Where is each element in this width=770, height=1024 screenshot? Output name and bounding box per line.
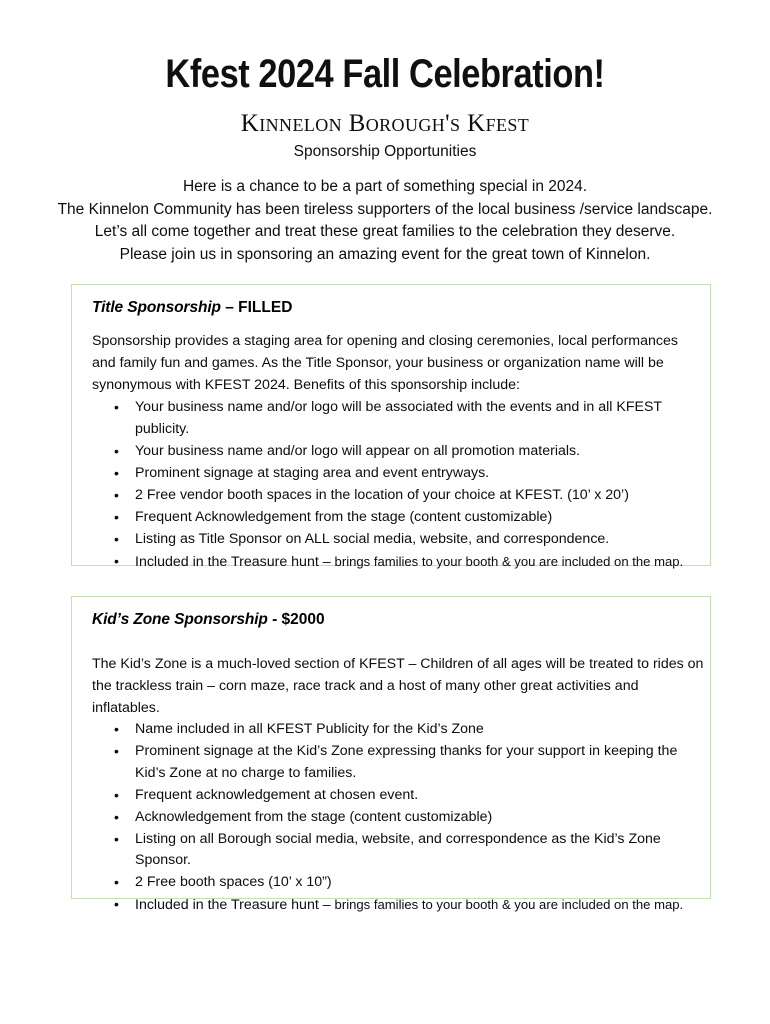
bullet-icon: • bbox=[114, 530, 119, 547]
bullet-icon: • bbox=[114, 486, 119, 503]
intro-paragraph bbox=[20, 176, 750, 266]
list-item-text: 2 Free booth spaces (10’ x 10”) bbox=[135, 874, 332, 890]
bullet-icon: • bbox=[114, 808, 119, 825]
list-item-text: Your business name and/or logo will appear on all promotion materials. bbox=[135, 442, 581, 459]
list-item-text: Listing as Title Sponsor on ALL social media, website, and correspondence. bbox=[135, 530, 610, 547]
title-sponsorship-body bbox=[92, 330, 692, 396]
intro-line: The Kinnelon Community has been tireless supporters of the local business /service landscape. bbox=[57, 200, 713, 218]
list-item bbox=[108, 485, 698, 507]
list-item bbox=[108, 785, 698, 807]
list-item bbox=[108, 551, 698, 574]
intro-line: Please join us in sponsoring an amazing event for the great town of Kinnelon. bbox=[119, 245, 651, 263]
body-line: Sponsorship provides a staging area for opening and closing ceremonies, local performances bbox=[92, 333, 678, 349]
bullet-icon: • bbox=[114, 442, 119, 459]
intro-line: Here is a chance to be a part of something special in 2024. bbox=[182, 178, 588, 195]
list-item-text: Prominent signage at the Kid’s Zone expressing thanks for your support in keeping the Kid’s Zone at no charge to families. bbox=[135, 743, 678, 781]
list-item-text: Prominent signage at staging area and event entryways. bbox=[135, 464, 490, 481]
list-item-text: Frequent Acknowledgement from the stage (content customizable) bbox=[135, 508, 553, 525]
list-item-text: 2 Free vendor booth spaces in the location of your choice at KFEST. (10’ x 20’) bbox=[135, 486, 629, 503]
kids-zone-heading-lead: Kid’s Zone Sponsorship bbox=[92, 611, 268, 628]
bullet-icon: • bbox=[114, 830, 119, 847]
list-item-text-small: brings families to your booth & you are included on the map. bbox=[334, 897, 684, 912]
kids-zone-sponsorship-box bbox=[71, 596, 711, 913]
bullet-icon: • bbox=[114, 896, 119, 912]
page-subtitle: Kinnelon Borough's Kfest bbox=[240, 110, 530, 137]
title-sponsorship-benefits-list bbox=[108, 397, 698, 574]
title-sponsorship-heading-lead: Title Sponsorship bbox=[92, 299, 221, 316]
list-item-text: Acknowledgement from the stage (content customizable) bbox=[135, 808, 493, 825]
list-item bbox=[108, 529, 698, 551]
list-item-text: Your business name and/or logo will be associated with the events and in all KFEST publicity. bbox=[135, 399, 662, 437]
list-item-text: Frequent acknowledgement at chosen event. bbox=[135, 786, 419, 803]
list-item bbox=[108, 872, 698, 894]
list-item bbox=[108, 829, 698, 872]
bullet-icon: • bbox=[114, 786, 119, 803]
list-item bbox=[108, 507, 698, 529]
list-item bbox=[108, 807, 698, 829]
bullet-icon: • bbox=[114, 721, 119, 737]
list-item-text-small: brings families to your booth & you are included on the map. bbox=[334, 553, 684, 569]
bullet-icon: • bbox=[114, 464, 119, 481]
bullet-icon: • bbox=[114, 508, 119, 525]
body-line: The Kid’s Zone is a much-loved section of KFEST – Children of all ages will be treated to rides on bbox=[92, 656, 704, 672]
page-tagline: Sponsorship Opportunities bbox=[293, 143, 477, 160]
body-line: inflatables. bbox=[92, 700, 160, 716]
list-item-text bbox=[135, 551, 698, 574]
title-sponsorship-box bbox=[71, 284, 711, 570]
list-item-text-main: Included in the Treasure hunt – bbox=[135, 897, 335, 913]
kids-zone-sponsorship-body bbox=[92, 653, 704, 719]
kids-zone-sponsorship-heading bbox=[92, 610, 325, 630]
list-item-text: Listing on all Borough social media, website, and correspondence as the Kid’s Zone Sponsor. bbox=[135, 830, 661, 868]
list-item-text: Name included in all KFEST Publicity for the Kid’s Zone bbox=[135, 721, 484, 737]
bullet-icon: • bbox=[114, 552, 119, 569]
bullet-icon: • bbox=[114, 399, 119, 415]
body-line: the trackless train – corn maze, race track and a host of many other great activities and bbox=[92, 678, 639, 694]
list-item bbox=[108, 397, 698, 440]
list-item-text-main: Included in the Treasure hunt – bbox=[135, 553, 335, 570]
body-line: synonymous with KFEST 2024. Benefits of this sponsorship include: bbox=[92, 377, 520, 393]
page-title: Kfest 2024 Fall Celebration! bbox=[165, 52, 605, 96]
title-sponsorship-heading-tail: – FILLED bbox=[220, 299, 293, 316]
list-item bbox=[108, 741, 698, 784]
bullet-icon: • bbox=[114, 874, 119, 890]
kids-zone-heading-tail: - $2000 bbox=[267, 611, 325, 628]
title-sponsorship-heading bbox=[92, 298, 292, 318]
intro-line: Let’s all come together and treat these great families to the celebration they deserve. bbox=[94, 223, 676, 240]
list-item bbox=[108, 894, 698, 917]
list-item bbox=[108, 719, 698, 741]
list-item bbox=[108, 463, 698, 485]
body-line: and family fun and games. As the Title Sponsor, your business or organization name will be bbox=[92, 355, 664, 371]
list-item bbox=[108, 441, 698, 463]
list-item-text bbox=[135, 894, 698, 917]
kids-zone-benefits-list bbox=[108, 719, 698, 917]
bullet-icon: • bbox=[114, 743, 119, 759]
